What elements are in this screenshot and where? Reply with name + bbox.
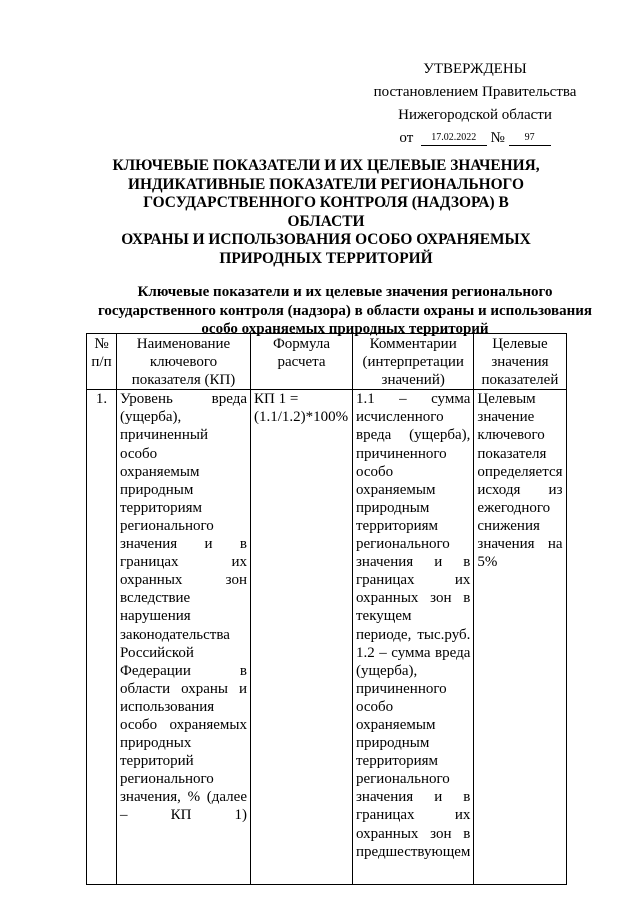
- number-label: №: [490, 130, 505, 146]
- caption-line: Ключевые показатели и их целевые значения регионального: [137, 284, 553, 300]
- header-line: показателей: [481, 372, 559, 389]
- cell-line: значение: [477, 409, 535, 426]
- cell-line: исчисленного: [356, 409, 444, 426]
- target-cell: [474, 390, 566, 885]
- cell-line: вследствие: [120, 590, 191, 607]
- cell-line: нарушения: [120, 608, 191, 625]
- cell-line: причиненного: [356, 680, 447, 697]
- approval-date: 17.02.2022: [421, 131, 487, 146]
- header-line: расчета: [277, 354, 326, 371]
- cell-line: значения, % (далее: [120, 789, 247, 806]
- cell-line: показателя: [477, 445, 547, 462]
- caption-line: государственного контроля (надзора) в области охраны и использования: [97, 302, 593, 319]
- header-line: п/п: [91, 354, 112, 371]
- approval-region: Нижегородской области: [398, 107, 552, 123]
- cell-line: охранных зон в: [356, 590, 471, 607]
- approval-decree: постановлением Правительства: [373, 84, 577, 100]
- header-targets: [474, 334, 566, 390]
- from-label: от: [399, 130, 414, 146]
- header-line: Целевые: [492, 336, 548, 352]
- document-title: [110, 157, 542, 269]
- cell-line: особо: [356, 698, 394, 715]
- cell-line: (ущерба),: [120, 409, 182, 426]
- cell-line: 1.1 – сумма: [356, 391, 471, 408]
- table-header-row: [87, 334, 567, 390]
- cell-line: территориям: [356, 517, 439, 534]
- indicators-table: [86, 333, 567, 885]
- header-line: показателя (КП): [131, 372, 236, 389]
- cell-line: (ущерба),: [356, 662, 418, 679]
- header-line: значений): [381, 372, 445, 389]
- cell-line: значения и в: [356, 789, 471, 806]
- cell-line: использования: [120, 698, 215, 715]
- cell-line: значения и в: [120, 536, 247, 553]
- cell-line: охранных зон: [120, 572, 247, 589]
- approval-heading: УТВЕРЖДЕНЫ: [423, 61, 527, 77]
- cell-line: области охраны и: [120, 680, 247, 697]
- cell-line: определяется: [477, 463, 563, 480]
- cell-line: природным: [356, 499, 430, 516]
- title-line: ПРИРОДНЫХ ТЕРРИТОРИЙ: [219, 249, 433, 267]
- title-line: ИНДИКАТИВНЫЕ ПОКАЗАТЕЛИ РЕГИОНАЛЬНОГО: [128, 175, 524, 193]
- formula-cell: [251, 390, 353, 885]
- cell-line: Целевым: [477, 391, 536, 408]
- cell-line: границах их: [356, 807, 471, 824]
- header-line: Комментарии: [369, 336, 457, 352]
- approval-number: 97: [509, 131, 551, 146]
- approval-date-number: [360, 127, 590, 150]
- cell-line: Уровень вреда: [120, 391, 247, 408]
- cell-line: природных: [120, 735, 192, 752]
- cell-line: границах их: [120, 554, 247, 571]
- cell-line: 1.2 – сумма вреда: [356, 644, 471, 661]
- header-formula: [251, 334, 353, 390]
- cell-line: ключевого: [477, 427, 545, 444]
- cell-line: ежегодного: [477, 499, 551, 516]
- cell-line: территориям: [120, 499, 203, 516]
- table-row: [87, 390, 567, 885]
- header-comments: [353, 334, 474, 390]
- cell-line: регионального: [356, 536, 450, 553]
- header-line: значения: [491, 354, 549, 371]
- cell-line: природным: [120, 481, 194, 498]
- cell-line: границах их: [356, 572, 471, 589]
- cell-line: регионального: [120, 771, 214, 788]
- header-name: [117, 334, 251, 390]
- cell-line: охраняемым: [356, 481, 436, 498]
- cell-line: периоде, тыс.руб.: [356, 626, 471, 643]
- cell-line: особо охраняемых: [120, 716, 247, 733]
- cell-line: регионального: [356, 771, 450, 788]
- cell-line: КП 1 =: [254, 391, 299, 408]
- cell-line: исходя из: [477, 481, 563, 498]
- table-caption: [85, 283, 605, 339]
- header-line: ключевого: [149, 354, 218, 371]
- cell-line: законодательства: [120, 626, 230, 643]
- cell-line: охраняемым: [356, 716, 436, 733]
- cell-line: природным: [356, 735, 430, 752]
- cell-line: регионального: [120, 517, 214, 534]
- cell-line: значения и в: [356, 554, 471, 571]
- comment-cell: [353, 390, 474, 885]
- header-line: (интерпретации: [362, 354, 464, 371]
- cell-line: – КП 1): [120, 807, 247, 824]
- cell-line: 5%: [477, 554, 498, 571]
- cell-line: текущем: [356, 608, 412, 625]
- cell-line: Федерации в: [120, 662, 247, 679]
- cell-line: причиненного: [356, 445, 447, 462]
- approval-stamp: [360, 58, 590, 150]
- header-line: Формула: [272, 336, 331, 352]
- cell-line: значения на: [477, 536, 563, 553]
- indicator-name-cell: [117, 390, 251, 885]
- cell-line: охранных зон в: [356, 825, 471, 842]
- title-line: ОХРАНЫ И ИСПОЛЬЗОВАНИЯ ОСОБО ОХРАНЯЕМЫХ: [121, 231, 531, 249]
- cell-line: территориям: [356, 753, 439, 770]
- header-line: №: [94, 336, 109, 352]
- title-line: ГОСУДАРСТВЕННОГО КОНТРОЛЯ (НАДЗОРА) В ОБЛАСТИ: [143, 194, 509, 230]
- cell-line: предшествующем: [356, 843, 471, 860]
- cell-line: территорий: [120, 753, 194, 770]
- cell-line: Российской: [120, 644, 194, 661]
- cell-line: особо: [356, 463, 394, 480]
- caption-line: особо охраняемых природных территорий: [201, 321, 489, 337]
- cell-line: причиненный особо: [120, 427, 208, 462]
- cell-line: охраняемым: [120, 463, 200, 480]
- header-line: Наименование: [136, 336, 231, 352]
- row-number: 1.: [87, 390, 117, 885]
- cell-line: снижения: [477, 517, 540, 534]
- cell-line: вреда (ущерба),: [356, 427, 471, 444]
- title-line: КЛЮЧЕВЫЕ ПОКАЗАТЕЛИ И ИХ ЦЕЛЕВЫЕ ЗНАЧЕНИЯ,: [112, 157, 540, 174]
- cell-line: (1.1/1.2)*100%: [254, 409, 349, 426]
- header-number: [87, 334, 117, 390]
